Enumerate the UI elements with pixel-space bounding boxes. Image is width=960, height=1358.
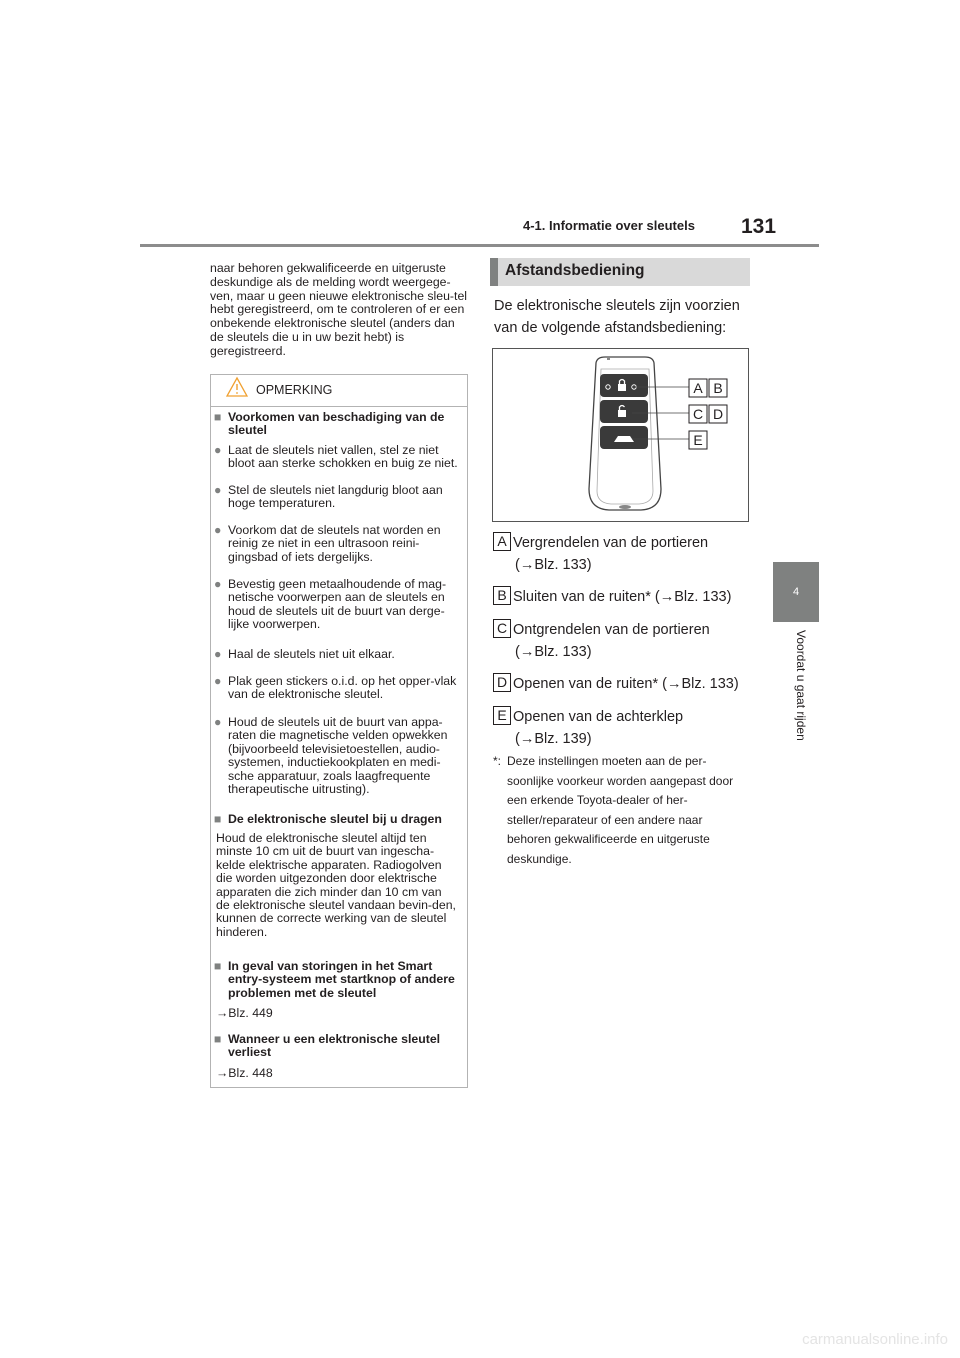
arrow-icon: → <box>216 1066 229 1080</box>
chapter-tab: 4 <box>773 562 819 622</box>
notice-bullet: ● Plak geen stickers o.i.d. op het opper-vlak van de elektronische sleutel. <box>214 674 457 702</box>
square-marker: ■ <box>214 1032 222 1046</box>
notice-bullet: ● Laat de sleutels niet vallen, stel ze niet bloot aan sterke schokken en buig ze niet. <box>214 443 458 471</box>
bullet-marker: ● <box>214 577 222 591</box>
key-fob-figure <box>492 348 749 522</box>
notice-bullet: ● Voorkom dat de sleutels nat worden en reinig ze niet in een ultrasoon reini-gingsbad of iets dergelijks. <box>214 523 441 564</box>
callout-b: B <box>713 380 723 396</box>
watermark: carmanualsonline.info <box>802 1331 948 1348</box>
label-a: A <box>493 532 511 551</box>
section-title: 4-1. Informatie over sleutels <box>523 218 695 233</box>
function-item-b: B Sluiten van de ruiten* (→Blz. 133) <box>493 586 753 608</box>
square-marker: ■ <box>214 959 222 973</box>
footnote-text: Deze instellingen moeten aan de per-soonlijke voorkeur worden aangepast door een erkende Toyota-dealer of her-steller/reparateur of een andere naar behoren gekwalificeerde en uitgeruste deskundige. <box>507 754 734 866</box>
bullet-marker: ● <box>214 715 222 729</box>
function-item-e: E Openen van de achterklep (→Blz. 139) <box>493 706 753 750</box>
notice-bullet: ● Stel de sleutels niet langdurig bloot aan hoge temperaturen. <box>214 483 443 511</box>
warning-icon <box>226 376 248 398</box>
notice-subheading: ■ In geval van storingen in het Smart entry-systeem met startknop of andere problemen met de sleutel <box>214 959 455 1000</box>
square-marker: ■ <box>214 812 222 826</box>
function-item-c: C Ontgrendelen van de portieren (→Blz. 133) <box>493 619 753 663</box>
bullet-marker: ● <box>214 443 222 457</box>
page-reference: →Blz. 449 <box>216 1006 273 1020</box>
footnote-marker: *: <box>493 754 502 768</box>
callout-d: D <box>712 406 724 422</box>
page-number: 131 <box>741 215 777 238</box>
square-marker: ■ <box>214 410 222 424</box>
section-heading: Afstandsbediening <box>505 262 645 279</box>
notice-subheading: ■ Wanneer u een elektronische sleutel verliest <box>214 1032 441 1060</box>
notice-bullet: ● Houd de sleutels uit de buurt van appa-raten die magnetische velden opwekken (bijvoorbeeld televisietoestellen, audio-systemen, inductiekookplaten en medi-sche apparatuur, zoals laagfrequente therapeutische uitrusting). <box>214 715 448 797</box>
label-d: D <box>493 673 511 692</box>
footnote <box>493 752 743 869</box>
notice-heading: OPMERKING <box>256 383 333 397</box>
function-item-d: D Openen van de ruiten* (→Blz. 133) <box>493 673 753 695</box>
arrow-icon: → <box>216 1006 229 1020</box>
function-item-a: A Vergrendelen van de portieren (→Blz. 133) <box>493 532 753 576</box>
page-reference: →Blz. 448 <box>216 1066 273 1080</box>
notice-subheading: ■ De elektronische sleutel bij u dragen <box>214 812 442 826</box>
bullet-marker: ● <box>214 483 222 497</box>
notice-bullet: ● Haal de sleutels niet uit elkaar. <box>214 647 395 661</box>
callout-e: E <box>693 432 703 448</box>
bullet-marker: ● <box>214 674 222 688</box>
label-b: B <box>493 586 511 605</box>
notice-bullet: ● Bevestig geen metaalhoudende of mag-netische voorwerpen aan de sleutels en houd de sleutels uit de buurt van derge-lijke voorwerpen. <box>214 577 447 632</box>
callout-a: A <box>693 380 703 396</box>
label-c: C <box>493 619 511 638</box>
notice-divider <box>211 406 467 407</box>
callout-c: C <box>692 406 704 422</box>
chapter-title: Voordat u gaat rijden <box>794 630 808 741</box>
notice-subheading: ■ Voorkomen van beschadiging van de sleutel <box>214 410 445 438</box>
section-heading-accent <box>490 258 498 286</box>
right-intro: De elektronische sleutels zijn voorzien van de volgende afstandsbediening: <box>494 298 740 336</box>
bullet-marker: ● <box>214 523 222 537</box>
bullet-marker: ● <box>214 647 222 661</box>
intro-paragraph: naar behoren gekwalificeerde en uitgeruste deskundige als de melding wordt weergege-ven, maar u geen nieuwe elektronische sleu-tel hebt geregistreerd, om te controleren of er een onbekende elektronische sleutel (anders dan de sleutels die u in uw bezit hebt) is geregistreerd. <box>210 261 468 358</box>
header-divider <box>140 244 819 247</box>
key-fob-illustration <box>493 349 748 521</box>
notice-paragraph: Houd de elektronische sleutel altijd ten minste 10 cm uit de buurt van ingescha-kelde elektrische apparaten. Radiogolven die worden uitgezonden door elektrische apparaten die zich minder dan 10 cm van de elektronische sleutel vandaan bevin-den, kunnen de correcte werking van de sleutel hinderen. <box>216 831 456 939</box>
label-e: E <box>493 706 511 725</box>
